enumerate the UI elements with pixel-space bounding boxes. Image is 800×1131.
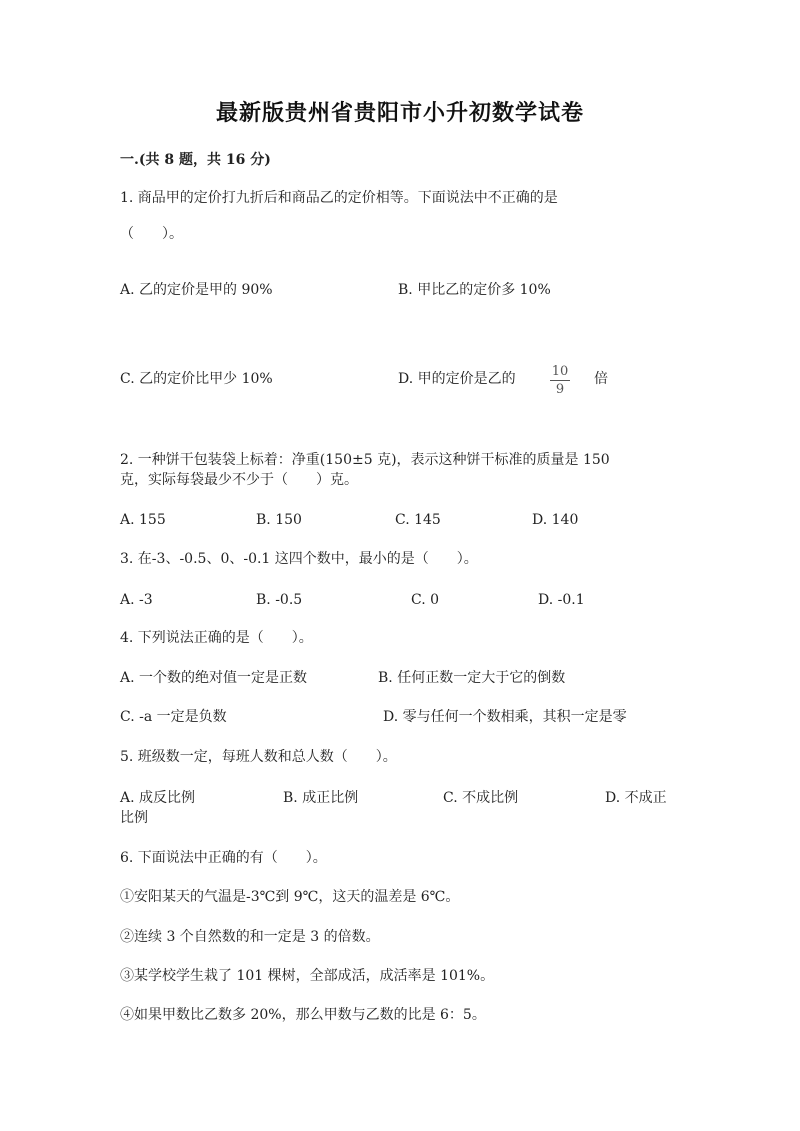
question-4-option-c: C. -a 一定是负数 xyxy=(120,709,227,725)
question-3-stem: 3. 在-3、-0.5、0、-0.1 这四个数中，最小的是（ ）。 xyxy=(120,551,478,567)
question-1-stem: 1. 商品甲的定价打九折后和商品乙的定价相等。下面说法中不正确的是 xyxy=(120,190,558,206)
question-3-option-b: B. -0.5 xyxy=(256,592,303,608)
question-5-stem: 5. 班级数一定，每班人数和总人数（ ）。 xyxy=(120,749,397,765)
question-2-option-c: C. 145 xyxy=(395,512,441,528)
question-1-answer-blank: （ ）。 xyxy=(120,226,183,242)
question-5-option-d: D. 不成正 xyxy=(605,790,667,806)
question-2-option-b: B. 150 xyxy=(256,512,302,528)
section-header: 一.(共 8 题，共 16 分) xyxy=(120,152,271,168)
question-2-stem-line-2: 克，实际每袋最少不少于（ ）克。 xyxy=(120,472,358,488)
question-6-statement-2: ②连续 3 个自然数的和一定是 3 的倍数。 xyxy=(120,929,380,945)
fraction-bar xyxy=(550,380,570,381)
question-6-statement-1: ①安阳某天的气温是-3℃到 9℃，这天的温差是 6℃。 xyxy=(120,889,460,905)
question-6-stem: 6. 下面说法中正确的有（ ）。 xyxy=(120,850,327,866)
question-1-option-d-suffix: 倍 xyxy=(594,371,608,387)
question-1-option-d-prefix: D. 甲的定价是乙的 xyxy=(398,371,516,387)
fraction-denominator: 9 xyxy=(555,382,565,397)
question-6-statement-3: ③某学校学生栽了 101 棵树，全部成活，成活率是 101%。 xyxy=(120,968,495,984)
question-2-stem-line-1: 2. 一种饼干包装袋上标着：净重(150±5 克)，表示这种饼干标准的质量是 150 xyxy=(120,452,610,468)
page-title: 最新版贵州省贵阳市小升初数学试卷 xyxy=(215,100,584,126)
fraction-numerator: 10 xyxy=(551,364,569,379)
question-2-option-d: D. 140 xyxy=(532,512,579,528)
question-4-option-d: D. 零与任何一个数相乘，其积一定是零 xyxy=(383,709,627,725)
question-5-option-a: A. 成反比例 xyxy=(120,790,196,806)
question-5-option-d-wrap: 比例 xyxy=(120,810,148,826)
question-5-option-b: B. 成正比例 xyxy=(283,790,359,806)
question-3-option-a: A. -3 xyxy=(120,592,153,608)
question-4-option-a: A. 一个数的绝对值一定是正数 xyxy=(120,670,308,686)
question-1-option-a: A. 乙的定价是甲的 90% xyxy=(120,282,273,298)
question-3-option-d: D. -0.1 xyxy=(538,592,585,608)
question-3-option-c: C. 0 xyxy=(411,592,440,608)
question-4-stem: 4. 下列说法正确的是（ ）。 xyxy=(120,630,313,646)
question-6-statement-4: ④如果甲数比乙数多 20%，那么甲数与乙数的比是 6：5。 xyxy=(120,1007,486,1023)
question-4-option-b: B. 任何正数一定大于它的倒数 xyxy=(378,670,566,686)
question-2-option-a: A. 155 xyxy=(120,512,166,528)
question-1-option-c: C. 乙的定价比甲少 10% xyxy=(120,371,273,387)
question-1-option-b: B. 甲比乙的定价多 10% xyxy=(398,282,551,298)
question-5-option-c: C. 不成比例 xyxy=(443,790,519,806)
question-1-option-d-fraction xyxy=(548,364,572,397)
